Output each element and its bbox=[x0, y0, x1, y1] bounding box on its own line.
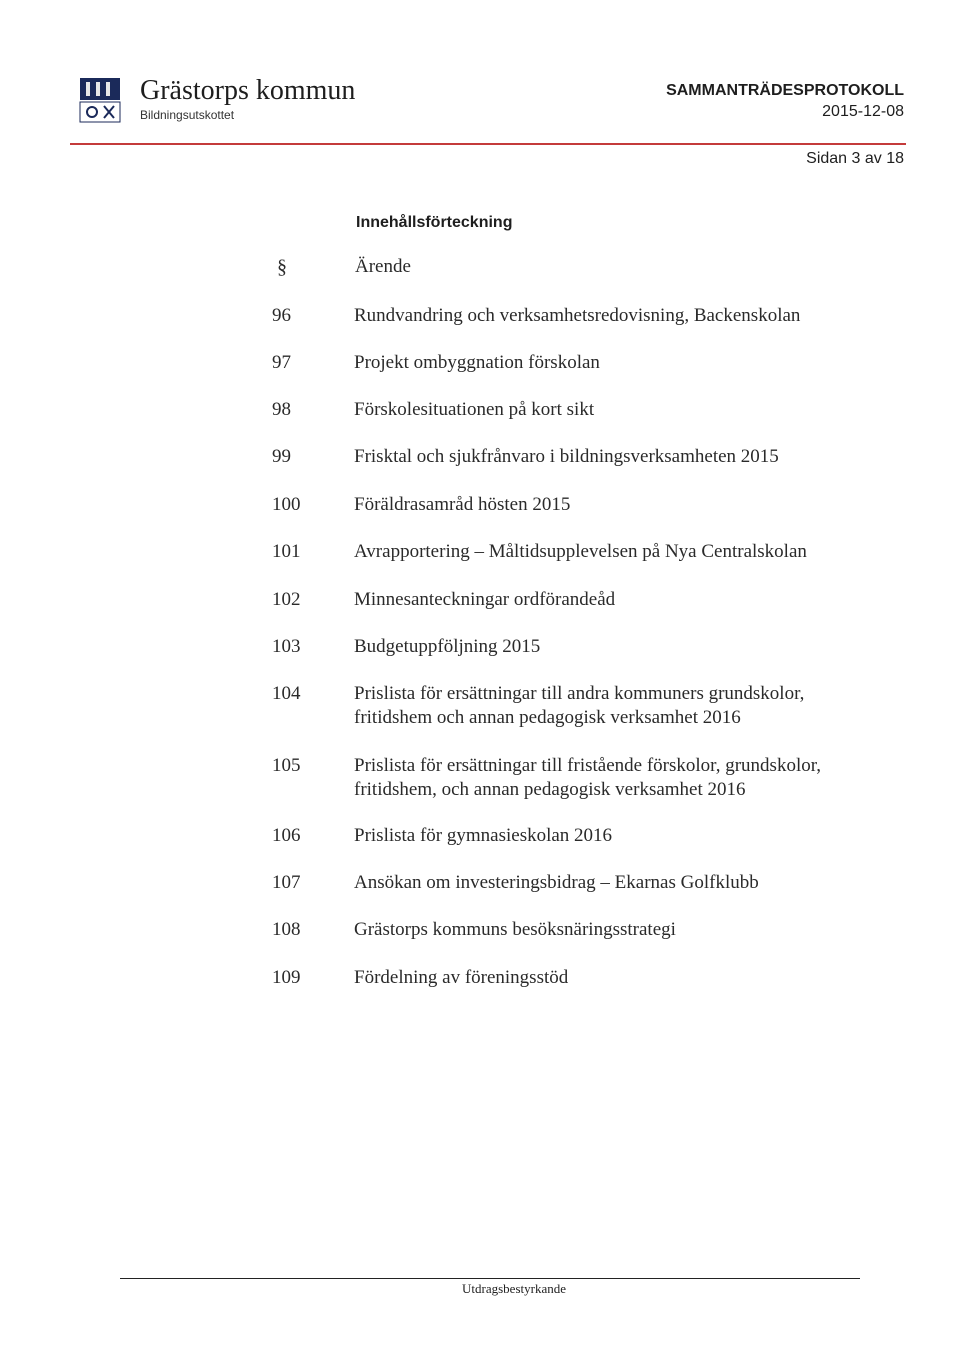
page-header bbox=[78, 74, 904, 128]
footer-label: Utdragsbestyrkande bbox=[462, 1281, 566, 1296]
toc-item-title: Prislista för ersättningar till fristående förskolor, grundskolor, fritidshem, och annan pedagogisk verksamhet 2016 bbox=[354, 755, 822, 800]
toc-item-title: Ansökan om investeringsbidrag – Ekarnas Golfklubb bbox=[354, 872, 759, 893]
toc-item-number: 98 bbox=[272, 399, 291, 420]
toc-item-title: Projekt ombyggnation förskolan bbox=[354, 352, 600, 373]
toc-item-number: 103 bbox=[272, 636, 301, 657]
toc-item-number: 108 bbox=[272, 919, 301, 940]
toc-item-number: 101 bbox=[272, 541, 301, 562]
meeting-date: 2015-12-08 bbox=[822, 103, 904, 120]
toc-item-title: Avrapportering – Måltidsupplevelsen på Nya Centralskolan bbox=[354, 541, 807, 562]
toc-item-title: Rundvandring och verksamhetsredovisning, Backenskolan bbox=[354, 305, 801, 326]
toc-item-title: Minnesanteckningar ordförandeåd bbox=[354, 589, 616, 610]
toc-item-title: Föräldrasamråd hösten 2015 bbox=[354, 494, 571, 515]
toc-item-title: Fördelning av föreningsstöd bbox=[354, 967, 569, 988]
committee-name: Bildningsutskottet bbox=[140, 108, 235, 122]
toc-item-title: Prislista för gymnasieskolan 2016 bbox=[354, 825, 613, 846]
document-type: SAMMANTRÄDESPROTOKOLL bbox=[666, 82, 904, 99]
toc-item-title: Budgetuppföljning 2015 bbox=[354, 636, 541, 657]
toc-item-title: Prislista för ersättningar till andra kommuners grundskolor, fritidshem och annan pedagogisk verksamhet 2016 bbox=[354, 683, 805, 728]
toc-item-number: 96 bbox=[272, 305, 291, 326]
toc-column-headers bbox=[0, 256, 960, 284]
toc-item-number: 109 bbox=[272, 967, 301, 988]
header-divider bbox=[70, 143, 906, 145]
toc-item-number: 97 bbox=[272, 352, 291, 373]
toc-title: Innehållsförteckning bbox=[356, 214, 513, 231]
paragraph-symbol-header: § bbox=[277, 256, 287, 278]
matter-column-header: Ärende bbox=[355, 256, 411, 277]
municipal-coat-of-arms-icon bbox=[78, 76, 122, 124]
organization-name: Grästorps kommun bbox=[140, 75, 356, 106]
toc-item-title: Frisktal och sjukfrånvaro i bildningsverksamheten 2015 bbox=[354, 446, 779, 467]
toc-item-number: 105 bbox=[272, 755, 301, 776]
toc-item-number: 99 bbox=[272, 446, 291, 467]
toc-item-number: 100 bbox=[272, 494, 301, 515]
toc-item-number: 107 bbox=[272, 872, 301, 893]
toc-item-number: 106 bbox=[272, 825, 301, 846]
footer-signature-line bbox=[120, 1278, 860, 1279]
toc-item-number: 102 bbox=[272, 589, 301, 610]
toc-item-title: Förskolesituationen på kort sikt bbox=[354, 399, 595, 420]
page-number: Sidan 3 av 18 bbox=[806, 150, 904, 167]
toc-item-number: 104 bbox=[272, 683, 301, 704]
toc-item-title: Grästorps kommuns besöksnäringsstrategi bbox=[354, 919, 676, 940]
